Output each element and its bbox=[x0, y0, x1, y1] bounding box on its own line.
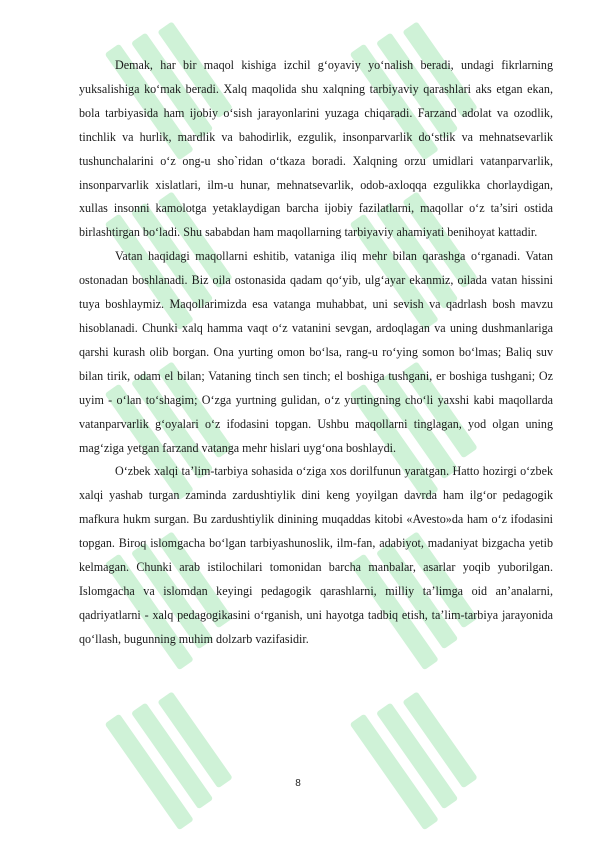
watermark-icon bbox=[105, 681, 240, 830]
page-number: 8 bbox=[295, 778, 301, 789]
document-body bbox=[79, 54, 553, 652]
paragraph: Demak, har bir maqol kishiga izchil g‘oyaviy yo‘nalish beradi, undagi fikrlarning yuksalishiga ko‘mak beradi. Xalq maqolida shu xalqning tarbiyaviy qarashlari aks etgan ekan, bola tarbiyasida ham ijobiy o‘sish jarayonlarini yuzaga chiqaradi. Farzand adolat va ozodlik, tinchlik va hurlik, mardlik va bahodirlik, ezgulik, insonparvarlik do‘stlik va mehnatsevarlik tushunchalarini o‘z ong-u sho`ridan o‘tkaza boradi. Xalqning orzu umidlari vatanparvarlik, insonparvarlik xislatlari, ilm-u hunar, mehnatsevarlik, odob-axloqqa ezgulikka chorlaydigan, xullas insonni kamolotga yetaklaydigan barcha ijobiy fazilatlarni, maqollar o‘z ta’siri ostida birlashtirgan bo‘ladi. Shu sababdan ham maqollarning tarbiyaviy ahamiyati benihoyat kattadir. bbox=[79, 58, 553, 240]
paragraph: Vatan haqidagi maqollarni eshitib, vataniga iliq mehr bilan qarashga o‘rganadi. Vatan ostonadan boshlanadi. Biz oila ostonasida qadam qo‘yib, ulg‘ayar ekanmiz, oilada vatan hissini tuya boshlaymiz. Maqollarimizda esa vatanga muhabbat, uni sevish va qadrlash bosh mavzu hisoblanadi. Chunki xalq hamma vaqt o‘z vatanini sevgan, ardoqlagan va uning dushmanlariga qarshi kurash olib borgan. Ona yurting omon bo‘lsa, rang-u ro‘ying somon bo‘lmas; Baliq suv bilan tirik, odam el bilan; Vataning tinch sen tinch; el boshiga tushgani, er boshiga tushgani; Oz uyim - o‘lan to‘shagim; O‘zga yurtning gulidan, o‘z yurtingning cho‘li yaxshi kabi maqollarda vatanparvarlik g‘oyalari o‘z ifodasini topgan. Ushbu maqollarni tinglagan, yod olgan uning mag‘ziga yetgan farzand vatanga mehr hislari uyg‘ona boshlaydi. bbox=[79, 249, 553, 455]
paragraph: O‘zbek xalqi ta’lim-tarbiya sohasida o‘ziga xos dorilfunun yaratgan. Hatto hozirgi o‘zbek xalqi yashab turgan zaminda zardushtiylik dini keng yoyilgan davrda ham ilg‘or pedagogik mafkura hukm surgan. Bu zardushtiylik dinining muqaddas kitobi «Avesto»da ham o‘z ifodasini topgan. Biroq islomgacha bo‘lgan tarbiyashunoslik, ilm-fan, adabiyot, madaniyat bizgacha yetib kelmagan. Chunki arab istilochilari tomonidan barcha manbalar, asarlar yoqib yuborilgan. Islomgacha va islomdan keyingi pedagogik qarashlarni, milliy ta’limga oid an’analarni, qadriyatlarni - xalq pedagogikasini o‘rganish, uni hayotga tadbiq etish, ta’lim-tarbiya jarayonida qo‘llash, bugunning muhim dolzarb vazifasidir. bbox=[79, 464, 553, 646]
watermark-icon bbox=[350, 681, 485, 830]
